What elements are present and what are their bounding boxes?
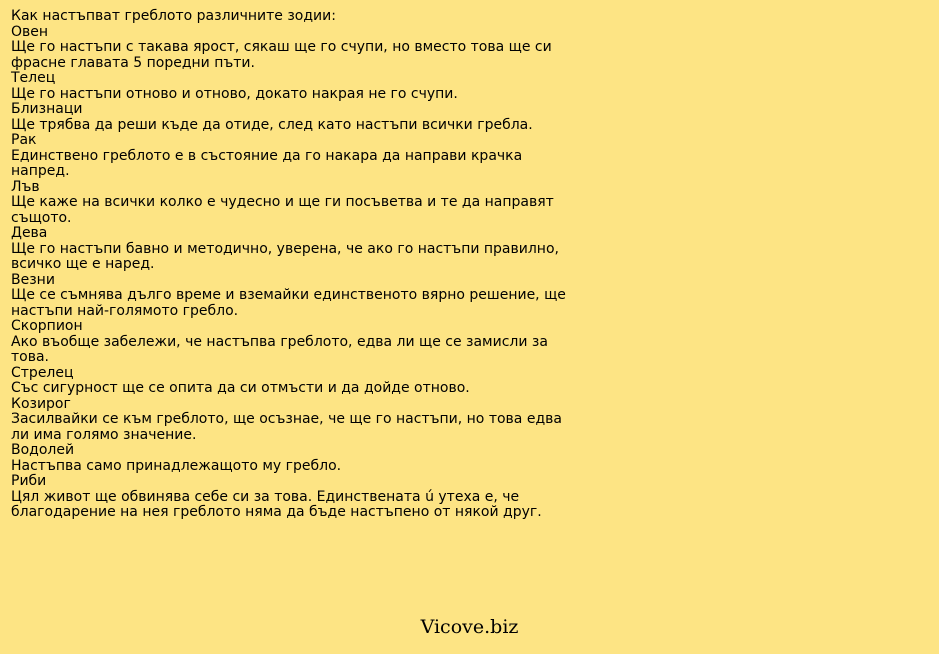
sign-text-aries: Ще го настъпи с такава ярост, сякаш ще го счупи, но вместо това ще си фрасне главата 5 поредни пъти. [11,39,552,71]
sign-text-sagittarius: Със сигурност ще се опита да си отмъсти и да дойде отново. [11,380,470,396]
sign-name-capricorn: Козирог [11,395,71,412]
sign-text-virgo: Ще го настъпи бавно и методично, уверена, че ако го настъпи правилно, всичко ще е наред. [11,240,559,272]
sign-text-aquarius: Настъпва само принадлежащото му гребло. [11,457,342,474]
sign-text-cancer: Единствено греблото е в състояние да го накара да направи крачка напред. [11,147,523,179]
sign-name-taurus: Телец [11,70,56,86]
sign-name-aries: Овен [11,23,49,40]
joke-text [11,9,571,521]
site-watermark: Vicove.biz [420,616,519,638]
sign-name-libra: Везни [11,271,55,288]
sign-text-gemini: Ще трябва да реши къде да отиде, след като настъпи всички гребла. [11,116,533,133]
sign-name-pisces: Риби [11,473,47,489]
intro-line: Как настъпват греблото различните зодии: [11,8,336,24]
sign-name-aquarius: Водолей [11,442,75,458]
sign-name-cancer: Рак [11,132,37,148]
sign-name-leo: Лъв [11,178,40,195]
sign-name-scorpio: Скорпион [11,318,83,334]
sign-name-sagittarius: Стрелец [11,364,74,381]
sign-text-pisces: Цял живот ще обвинява себе си за това. Единствената ú утеха е, че благодарение на нея греблото няма да бъде настъпено от някой друг. [11,488,542,520]
sign-name-gemini: Близнаци [11,101,83,117]
sign-text-libra: Ще се съмнява дълго време и вземайки единственото вярно решение, ще настъпи най-голямото гребло. [11,287,566,319]
sign-text-scorpio: Ако въобще забележи, че настъпва греблото, едва ли ще се замисли за това. [11,333,548,365]
sign-text-capricorn: Засилвайки се към греблото, ще осъзнае, че ще го настъпи, но това едва ли има голямо значение. [11,411,562,443]
sign-text-leo: Ще каже на всички колко е чудесно и ще ги посъветва и те да направят същото. [11,194,554,226]
sign-name-virgo: Дева [11,225,48,241]
sign-text-taurus: Ще го настъпи отново и отново, докато накрая не го счупи. [11,85,458,102]
